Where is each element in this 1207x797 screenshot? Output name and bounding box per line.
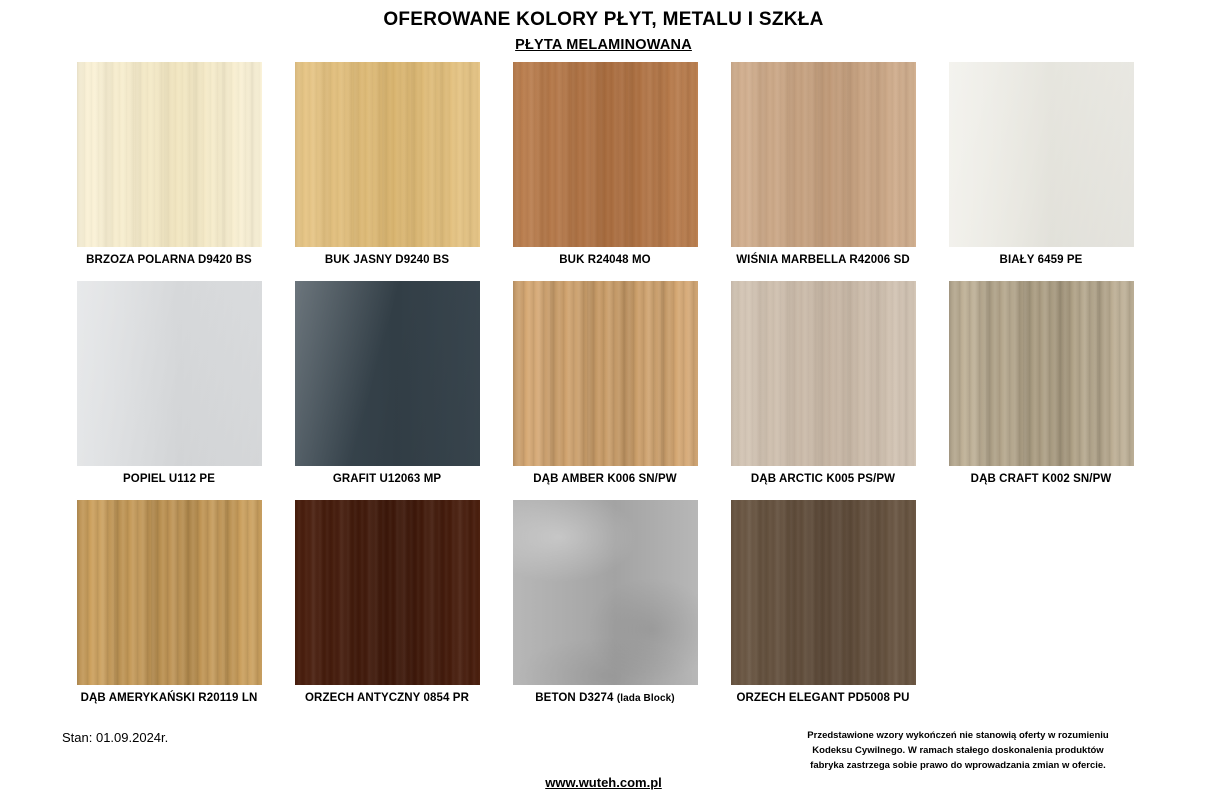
- swatch-label-text: POPIEL U112 PE: [123, 473, 215, 485]
- color-swatch[interactable]: [949, 281, 1134, 466]
- color-swatch[interactable]: [77, 500, 262, 685]
- swatch-label-note: (lada Block): [616, 693, 675, 704]
- swatch-label: [1000, 253, 1083, 267]
- color-swatch[interactable]: [731, 500, 916, 685]
- swatch-label-text: WIŚNIA MARBELLA R42006 SD: [736, 254, 910, 266]
- swatch-label: [325, 253, 449, 267]
- swatch-label-text: BUK R24048 MO: [559, 254, 651, 266]
- color-swatch[interactable]: [295, 500, 480, 685]
- swatch-cell[interactable]: [714, 500, 932, 706]
- swatch-row: [60, 62, 1150, 267]
- color-swatch[interactable]: [77, 281, 262, 466]
- website-link[interactable]: www.wuteh.com.pl: [545, 775, 662, 790]
- wood-grain-texture: [513, 62, 698, 247]
- wood-grain-texture: [295, 281, 480, 466]
- swatch-label: [81, 691, 258, 705]
- wood-grain-texture: [77, 281, 262, 466]
- swatch-cell-empty: [932, 500, 1150, 706]
- wood-grain-texture: [731, 500, 916, 685]
- swatch-label: [736, 691, 909, 705]
- status-date: Stan: 01.09.2024r.: [62, 730, 169, 745]
- disclaimer-line-2: Kodeksu Cywilnego. W ramach stałego doskonalenia produktów: [812, 745, 1104, 756]
- swatch-label-text: BRZOZA POLARNA D9420 BS: [86, 254, 252, 266]
- swatch-label: [736, 253, 910, 267]
- swatch-row: [60, 500, 1150, 706]
- swatch-label-text: BETON D3274: [535, 692, 614, 704]
- swatch-cell[interactable]: [278, 281, 496, 486]
- swatch-label-text: DĄB ARCTIC K005 PS/PW: [750, 473, 896, 485]
- swatch-label-text: BIAŁY 6459 PE: [999, 254, 1083, 266]
- swatch-label: [971, 472, 1112, 486]
- swatch-cell[interactable]: [714, 281, 932, 486]
- color-swatch[interactable]: [513, 281, 698, 466]
- swatch-grid: [60, 62, 1150, 720]
- swatch-label-text: DĄB AMERYKAŃSKI R20119 LN: [80, 692, 258, 704]
- swatch-label-text: DĄB CRAFT K002 SN/PW: [970, 473, 1112, 485]
- wood-grain-texture: [77, 500, 262, 685]
- swatch-label: [533, 472, 676, 486]
- color-swatch[interactable]: [731, 62, 916, 247]
- swatch-row: [60, 281, 1150, 486]
- swatch-cell[interactable]: [60, 500, 278, 706]
- swatch-cell[interactable]: [60, 281, 278, 486]
- swatch-cell[interactable]: [60, 62, 278, 267]
- swatch-label: [86, 253, 252, 267]
- swatch-label: [333, 472, 441, 486]
- color-swatch[interactable]: [949, 62, 1134, 247]
- swatch-cell[interactable]: [932, 281, 1150, 486]
- swatch-label: [559, 253, 650, 267]
- disclaimer-line-1: Przedstawione wzory wykończeń nie stanowią oferty w rozumieniu: [807, 730, 1109, 741]
- color-swatch[interactable]: [513, 62, 698, 247]
- swatch-label-text: ORZECH ANTYCZNY 0854 PR: [305, 692, 469, 704]
- swatch-label-text: GRAFIT U12063 MP: [332, 473, 442, 485]
- wood-grain-texture: [949, 62, 1134, 247]
- swatch-label: [535, 691, 674, 706]
- wood-grain-texture: [949, 281, 1134, 466]
- color-swatch[interactable]: [77, 62, 262, 247]
- swatch-cell[interactable]: [496, 500, 714, 706]
- disclaimer-line-3: fabryka zastrzega sobie prawo do wprowadzania zmian w ofercie.: [810, 760, 1106, 771]
- color-swatch[interactable]: [295, 62, 480, 247]
- swatch-cell[interactable]: [278, 500, 496, 706]
- swatch-cell[interactable]: [278, 62, 496, 267]
- swatch-label-text: DĄB AMBER K006 SN/PW: [533, 473, 677, 485]
- page-title: OFEROWANE KOLORY PŁYT, METALU I SZKŁA: [383, 9, 824, 30]
- disclaimer: [793, 728, 1123, 773]
- swatch-cell[interactable]: [496, 281, 714, 486]
- swatch-label: [751, 472, 895, 486]
- page-subtitle: PŁYTA MELAMINOWANA: [515, 37, 692, 53]
- swatch-cell[interactable]: [714, 62, 932, 267]
- swatch-label-text: BUK JASNY D9240 BS: [324, 254, 450, 266]
- wood-grain-texture: [731, 62, 916, 247]
- swatch-label-text: ORZECH ELEGANT PD5008 PU: [736, 692, 910, 704]
- swatch-label: [305, 691, 469, 705]
- wood-grain-texture: [513, 281, 698, 466]
- color-swatch[interactable]: [731, 281, 916, 466]
- concrete-texture: [513, 500, 698, 685]
- color-swatch[interactable]: [513, 500, 698, 685]
- color-swatch[interactable]: [295, 281, 480, 466]
- wood-grain-texture: [731, 281, 916, 466]
- swatch-cell[interactable]: [932, 62, 1150, 267]
- swatch-label: [123, 472, 215, 486]
- swatch-cell[interactable]: [496, 62, 714, 267]
- wood-grain-texture: [77, 62, 262, 247]
- wood-grain-texture: [295, 500, 480, 685]
- wood-grain-texture: [295, 62, 480, 247]
